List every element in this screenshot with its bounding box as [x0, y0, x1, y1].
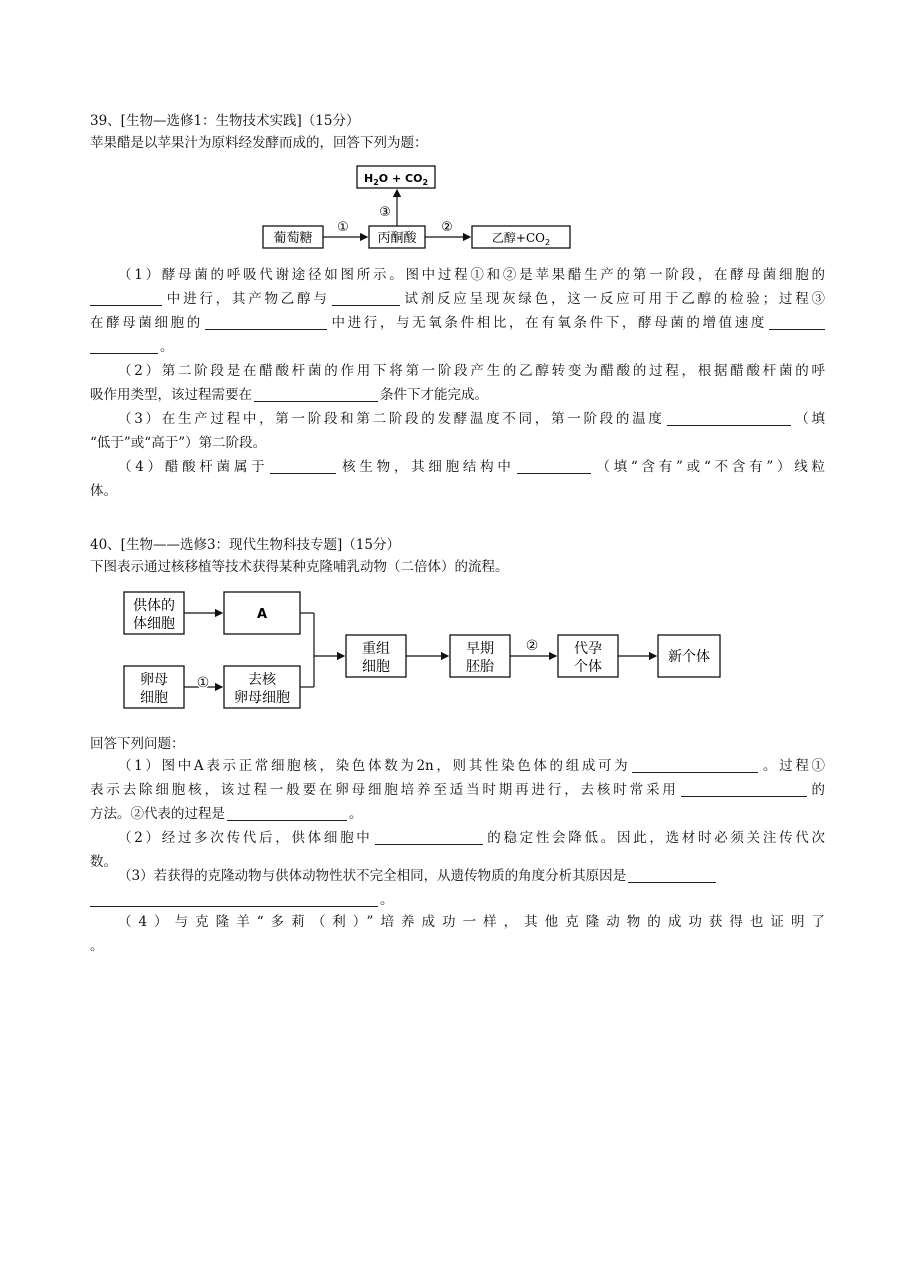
answer-blank[interactable]: [227, 806, 347, 821]
oocyte-label-2: 细胞: [140, 690, 168, 706]
nucleus-a-label: A: [256, 607, 268, 622]
step2-label: ②: [525, 638, 539, 654]
step1-label: ①: [196, 675, 210, 691]
answer-blank[interactable]: [90, 892, 378, 907]
answer-blank[interactable]: [681, 782, 807, 797]
answer-blank[interactable]: [90, 291, 162, 306]
q39-p2-l1: （2）第二阶段是在醋酸杆菌的作用下将第一阶段产生的乙醇转变为醋酸的过程，根据醋酸杆菌的呼: [118, 363, 825, 379]
q40-p4-l2: 。: [90, 938, 104, 954]
q40-p1-l2: 表示去除细胞核，该过程一般要在卵母细胞培养至适当时期再进行，去核时常采用 的: [90, 782, 826, 798]
q39-p4-l2: 体。: [90, 483, 117, 499]
q40-p1-l3: 方法。②代表的过程是 。: [90, 806, 363, 822]
water-co2-label: H: [363, 172, 374, 185]
recombinant-cell-label-2: 细胞: [362, 659, 390, 675]
answer-blank[interactable]: [632, 758, 758, 773]
q39-p1-l3: 在酵母菌细胞的 中进行，与无氧条件相比，在有氧条件下，酵母菌的增值速度: [90, 313, 825, 333]
q39-p2-l2: 吸作用类型，该过程需要在 条件下才能完成。: [90, 387, 488, 403]
step1-label: ①: [337, 220, 349, 235]
q39-title: 39、[生物—选修1：生物技术实践]（15分）: [90, 113, 360, 129]
new-individual-label: 新个体: [668, 649, 710, 665]
answer-blank[interactable]: [254, 387, 378, 402]
q40-p1-l1: （1）图中A表示正常细胞核，染色体数为2n，则其性染色体的组成可为 。过程①: [118, 758, 825, 774]
q39-p3-l2: “低于”或“高于”）第二阶段。: [90, 435, 267, 451]
answer-blank[interactable]: [205, 315, 327, 330]
q39-p1-l4: 。: [90, 337, 825, 357]
answer-blank[interactable]: [90, 339, 158, 354]
answer-blank[interactable]: [270, 459, 336, 474]
answer-blank[interactable]: [667, 411, 791, 426]
svg-text:H2O + CO2: $H_2O + CO_2$: [363, 172, 429, 187]
q39-p3-l1: （3）在生产过程中，第一阶段和第二阶段的发酵温度不同，第一阶段的温度 （填: [118, 411, 826, 427]
answer-blank[interactable]: [375, 830, 483, 845]
q40-p4-l1: （4）与克隆羊“多莉（利）”培养成功一样，其他克隆动物的成功获得也证明了: [118, 914, 825, 930]
answer-blank[interactable]: [628, 868, 716, 883]
q40-answer-intro: 回答下列问题：: [90, 736, 185, 752]
yeast-respiration-diagram: [250, 160, 580, 255]
answer-blank[interactable]: [332, 291, 400, 306]
q40-intro: 下图表示通过核移植等技术获得某种克隆哺乳动物（二倍体）的流程。: [90, 559, 509, 575]
ethanol-co2-label: 乙醇$+CO_2$: [491, 231, 551, 247]
donor-cell-label-1: 供体的: [133, 598, 175, 614]
oocyte-label-1: 卵母: [140, 672, 168, 688]
early-embryo-label-2: 胚胎: [466, 659, 494, 675]
answer-blank[interactable]: [769, 315, 825, 330]
q40-p2-l1: （2）经过多次传代后，供体细胞中 的稳定性会降低。因此，选材时必须关注传代次: [118, 830, 826, 846]
step2-label: ②: [441, 220, 453, 235]
q39-p1-l2: 中进行，其产物乙醇与 试剂反应呈现灰绿色，这一反应可用于乙醇的检验；过程③: [90, 289, 825, 309]
q39-p1-l1: （1）酵母菌的呼吸代谢途径如图所示。图中过程①和②是苹果醋生产的第一阶段，在酵母菌细胞的: [118, 267, 825, 283]
glucose-label: 葡萄糖: [273, 231, 313, 246]
surrogate-label-2: 个体: [574, 659, 602, 675]
q40-p3-l1: （3）若获得的克隆动物与供体动物性状不完全相同，从遗传物质的角度分析其原因是: [118, 866, 825, 886]
enucleated-oocyte-label-1: 去核: [248, 672, 276, 688]
q40-p3-l2: 。: [90, 890, 825, 910]
donor-cell-label-2: 体细胞: [133, 616, 175, 632]
pyruvate-label: 丙酮酸: [377, 231, 417, 246]
early-embryo-label-1: 早期: [466, 641, 494, 657]
step3-label: ③: [379, 205, 391, 220]
q39-p4-l1: （4）醋酸杆菌属于 核生物，其细胞结构中 （填“含有”或“不含有”）线粒: [118, 459, 826, 475]
surrogate-label-1: 代孕: [574, 641, 602, 657]
q40-p2-l2: 数。: [90, 854, 117, 870]
q40-title: 40、[生物——选修3：现代生物科技专题]（15分）: [90, 537, 400, 553]
enucleated-oocyte-label-2: 卵母细胞: [234, 690, 290, 706]
answer-blank[interactable]: [517, 459, 591, 474]
q39-intro: 苹果醋是以苹果汁为原料经发酵而成的，回答下列为题：: [90, 135, 428, 151]
cloning-flow-diagram: [118, 588, 728, 713]
recombinant-cell-label-1: 重组: [362, 641, 390, 657]
